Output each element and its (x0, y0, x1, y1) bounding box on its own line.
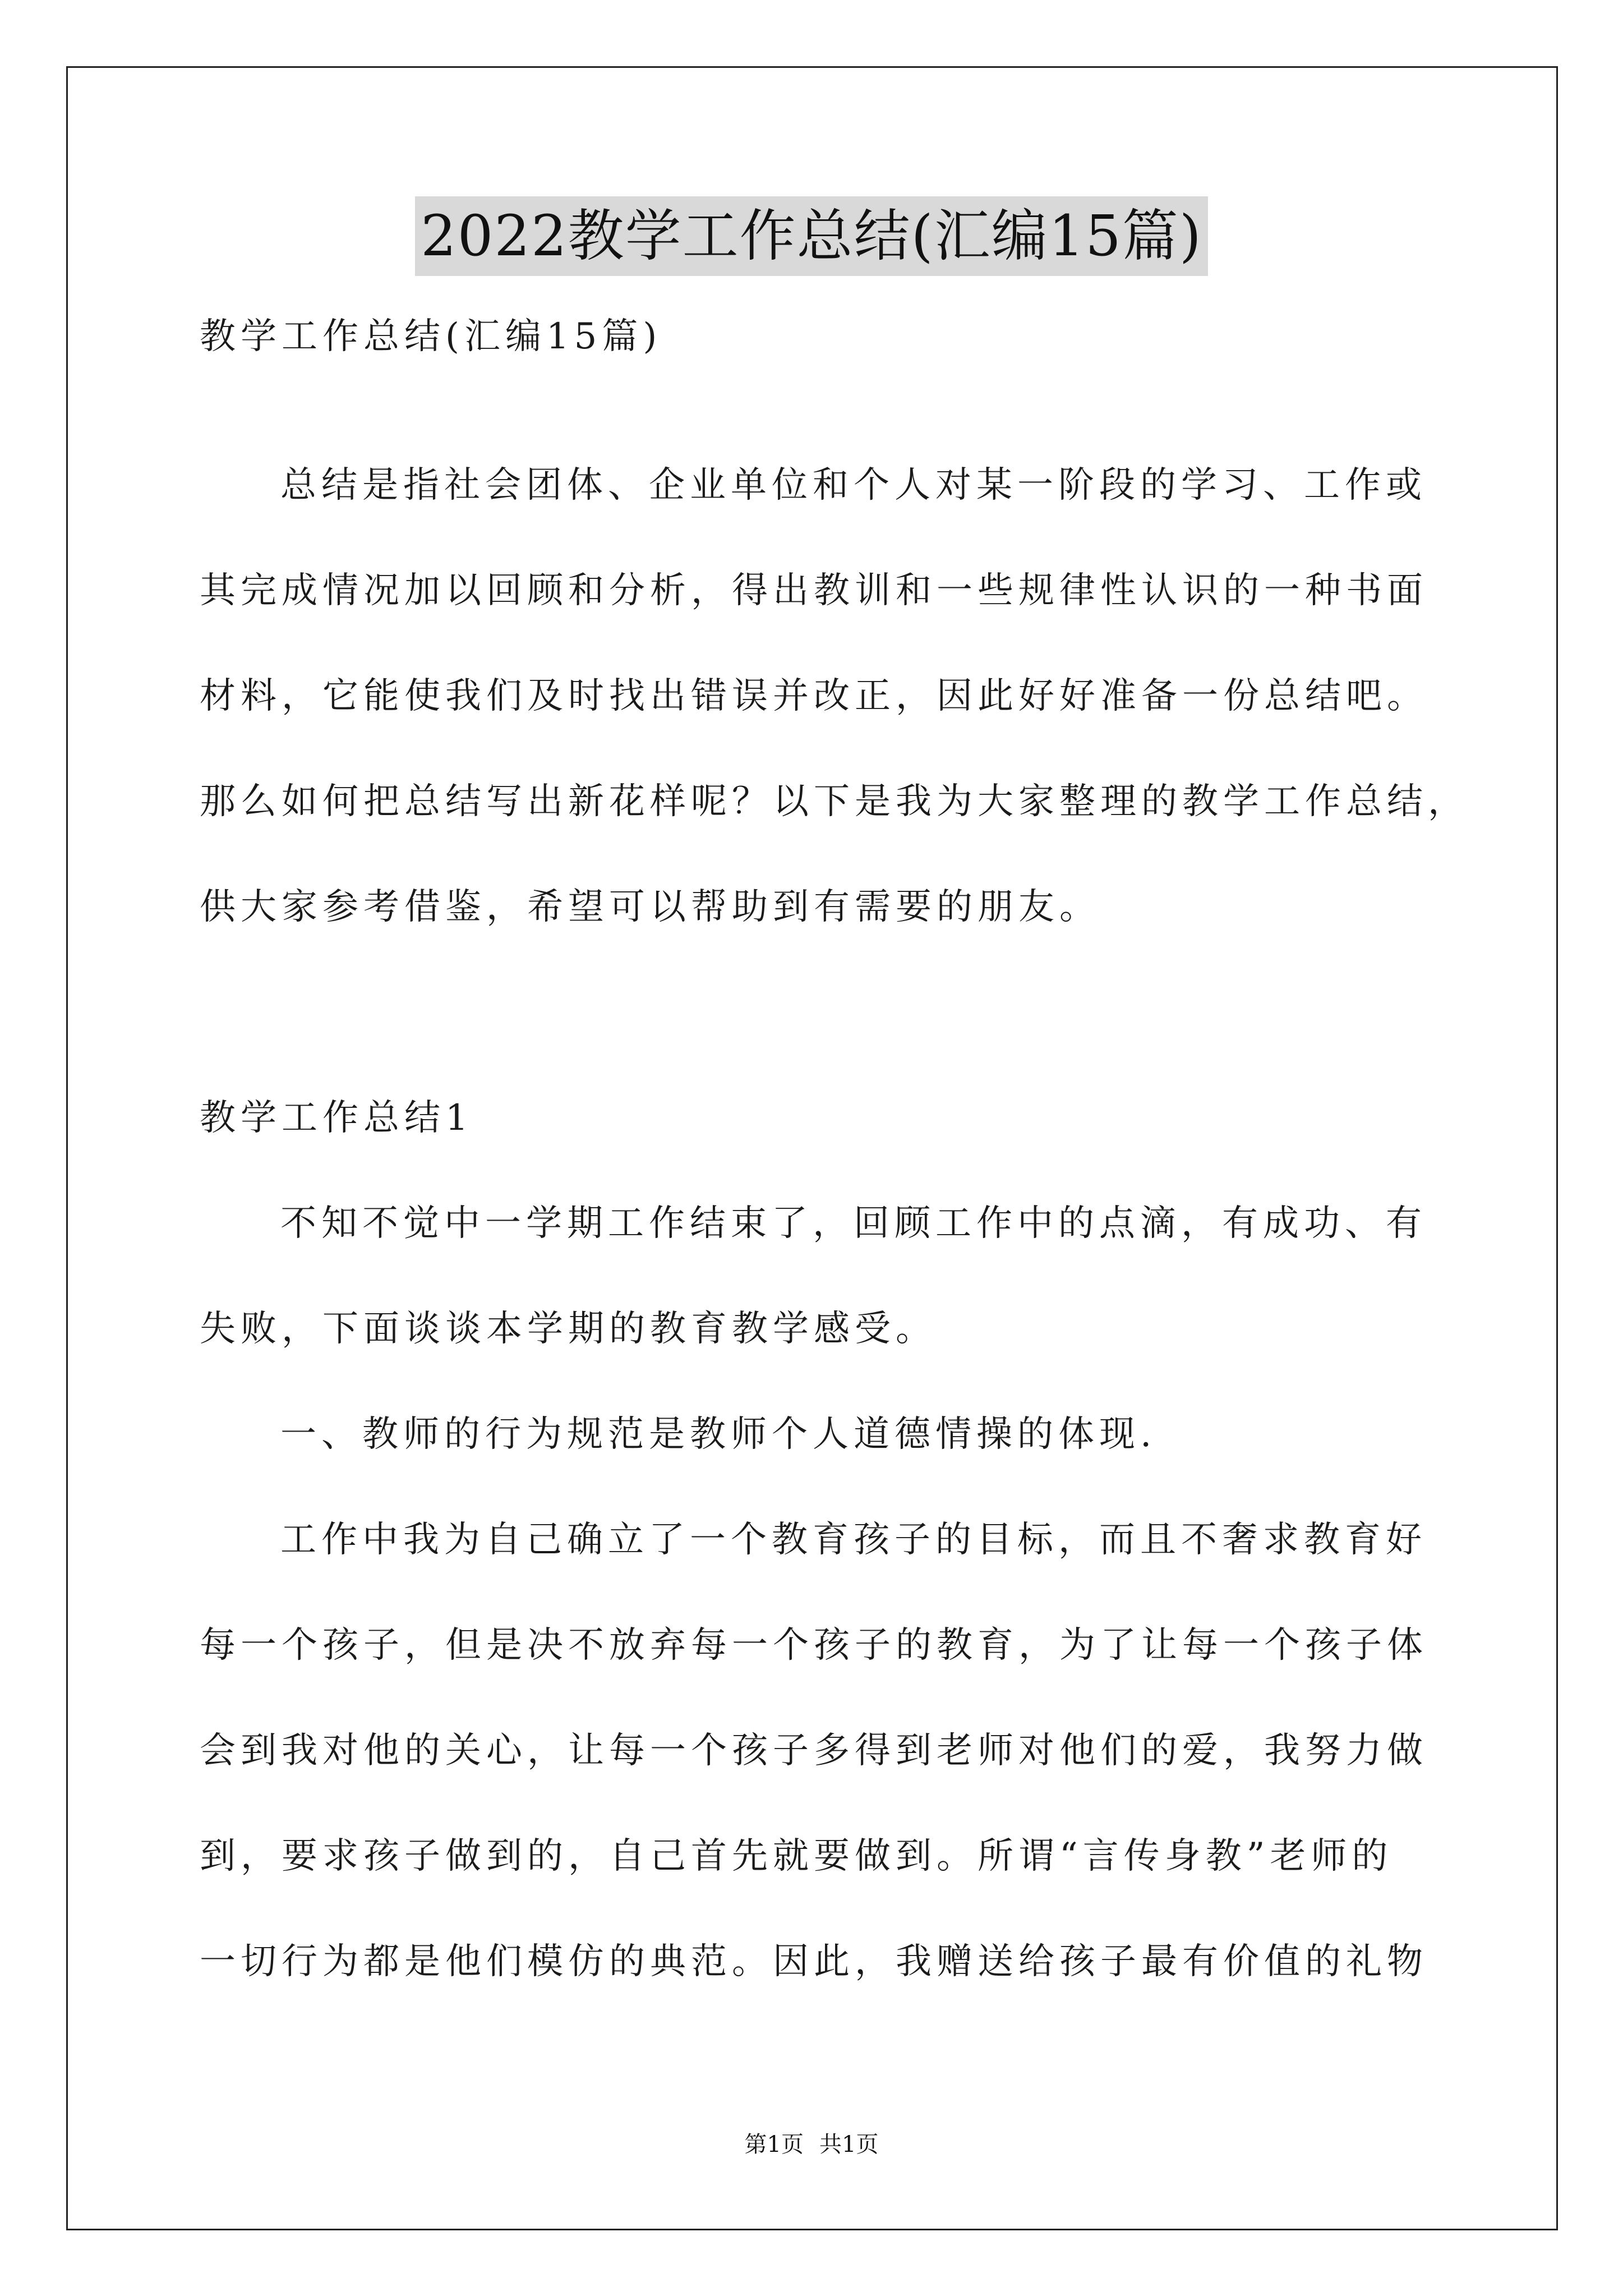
page-border (66, 66, 1558, 2230)
intro-paragraph-line: 那么如何把总结写出新花样呢？以下是我为大家整理的教学工作总结， (200, 781, 1469, 822)
section-paragraph-line: 失败，下面谈谈本学期的教育教学感受。 (200, 1308, 937, 1350)
section-paragraph-line: 每一个孩子，但是决不放弃每一个孩子的教育，为了让每一个孩子体 (200, 1625, 1428, 1666)
section-heading: 教学工作总结1 (200, 1097, 473, 1139)
section-paragraph-line: 到，要求孩子做到的，自己首先就要做到。所谓“言传身教”老师的 (200, 1835, 1393, 1877)
intro-paragraph-line: 供大家参考借鉴，希望可以帮助到有需要的朋友。 (200, 886, 1100, 928)
intro-paragraph-line: 其完成情况加以回顾和分析，得出教训和一些规律性认识的一种书面 (200, 570, 1428, 611)
title-area (0, 196, 1623, 276)
document-title: 2022教学工作总结(汇编15篇) (415, 196, 1208, 276)
page-total: 共1页 (819, 2132, 879, 2157)
section-paragraph-line: 一、教师的行为规范是教师个人道德情操的体现. (280, 1414, 1157, 1455)
section-paragraph-line: 不知不觉中一学期工作结束了，回顾工作中的点滴，有成功、有 (280, 1203, 1427, 1244)
section-paragraph-line: 工作中我为自己确立了一个教育孩子的目标，而且不奢求教育好 (280, 1519, 1427, 1561)
page-footer (0, 2128, 1623, 2161)
section-paragraph-line: 会到我对他的关心，让每一个孩子多得到老师对他们的爱，我努力做 (200, 1730, 1428, 1772)
section-paragraph-line: 一切行为都是他们模仿的典范。因此，我赠送给孩子最有价值的礼物 (200, 1941, 1428, 1982)
page-number: 第1页 (744, 2132, 804, 2157)
intro-paragraph-line: 材料，它能使我们及时找出错误并改正，因此好好准备一份总结吧。 (200, 675, 1428, 717)
intro-paragraph-line: 总结是指社会团体、企业单位和个人对某一阶段的学习、工作或 (280, 464, 1427, 506)
document-subtitle: 教学工作总结(汇编15篇) (200, 316, 662, 357)
